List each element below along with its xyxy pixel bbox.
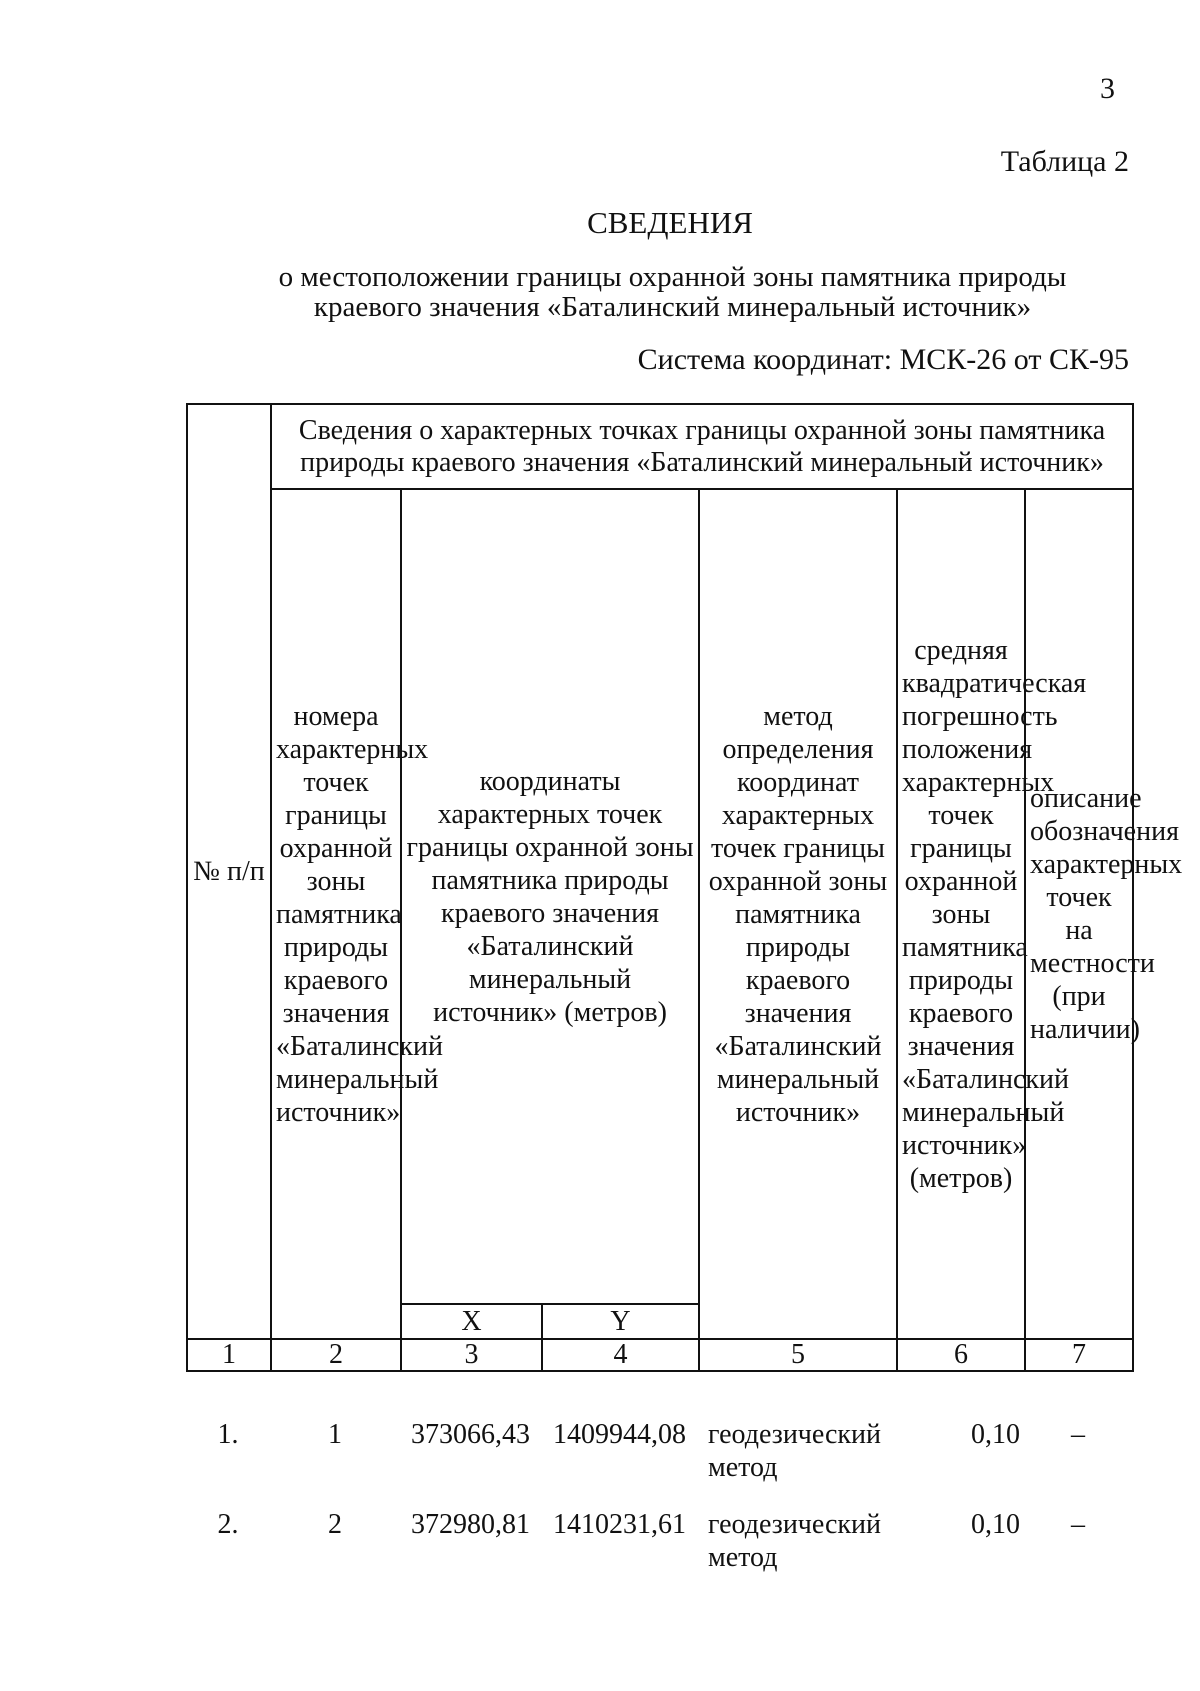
point-number: 2 — [328, 1509, 342, 1540]
row-number: 2. — [217, 1509, 239, 1540]
coordinate-system: Система координат: МСК-26 от СК-95 — [637, 343, 1129, 376]
header-mean-error: средняя квадратическая погрешность положения характерных точек границы охранной зоны памятника природы краевого значения «Баталинский минеральный источник» (метров) — [897, 489, 1025, 1339]
header-x: X — [401, 1304, 542, 1339]
column-number: 3 — [401, 1339, 542, 1371]
column-number: 1 — [187, 1339, 271, 1371]
header-point-numbers: номера характерных точек границы охранной зоны памятника природы краевого значения «Баталинский минеральный источник» — [271, 489, 401, 1339]
point-description: – — [1071, 1509, 1085, 1540]
header-coordinates: координаты характерных точек границы охранной зоны памятника природы краевого значения «Баталинский минеральный источник» (метров) — [401, 489, 699, 1304]
point-number: 1 — [328, 1419, 342, 1450]
column-number: 2 — [271, 1339, 401, 1371]
header-y: Y — [542, 1304, 699, 1339]
header-method: метод определения координат характерных точек границы охранной зоны памятника природы краевого значения «Баталинский минеральный источник» — [699, 489, 897, 1339]
column-number: 5 — [699, 1339, 897, 1371]
row-number: 1. — [217, 1419, 239, 1450]
document-subtitle — [0, 262, 1200, 322]
coordinate-x: 373066,43 — [411, 1419, 530, 1450]
mean-error: 0,10 — [971, 1509, 1020, 1540]
mean-error: 0,10 — [971, 1419, 1020, 1450]
subtitle-line-1: о местоположении границы охранной зоны памятника природы — [278, 261, 1067, 293]
column-number: 7 — [1025, 1339, 1133, 1371]
subtitle-line-2: краевого значения «Баталинский минеральный источник» — [313, 291, 1032, 323]
table-label: Таблица 2 — [1000, 145, 1129, 178]
column-number: 4 — [542, 1339, 699, 1371]
coordinate-y: 1410231,61 — [553, 1509, 686, 1540]
coordinate-x: 372980,81 — [411, 1509, 530, 1540]
coordinate-y: 1409944,08 — [553, 1419, 686, 1450]
point-description: – — [1071, 1419, 1085, 1450]
header-main: Сведения о характерных точках границы охранной зоны памятника природы краевого значения «Баталинский минеральный источник» — [271, 404, 1133, 489]
column-number: 6 — [897, 1339, 1025, 1371]
header-number: № п/п — [187, 404, 271, 1339]
table-row — [186, 1418, 1132, 1508]
page-number: 3 — [1100, 72, 1115, 105]
boundary-points-table-header — [186, 403, 1183, 1372]
header-description: описание обозначения характерных точек на местности (при наличии) — [1025, 489, 1133, 1339]
method: геодезический метод — [708, 1419, 882, 1483]
table-row — [186, 1508, 1132, 1598]
method: геодезический метод — [708, 1509, 882, 1573]
document-title: СВЕДЕНИЯ — [587, 205, 753, 240]
boundary-points-table-body — [186, 1418, 1132, 1598]
